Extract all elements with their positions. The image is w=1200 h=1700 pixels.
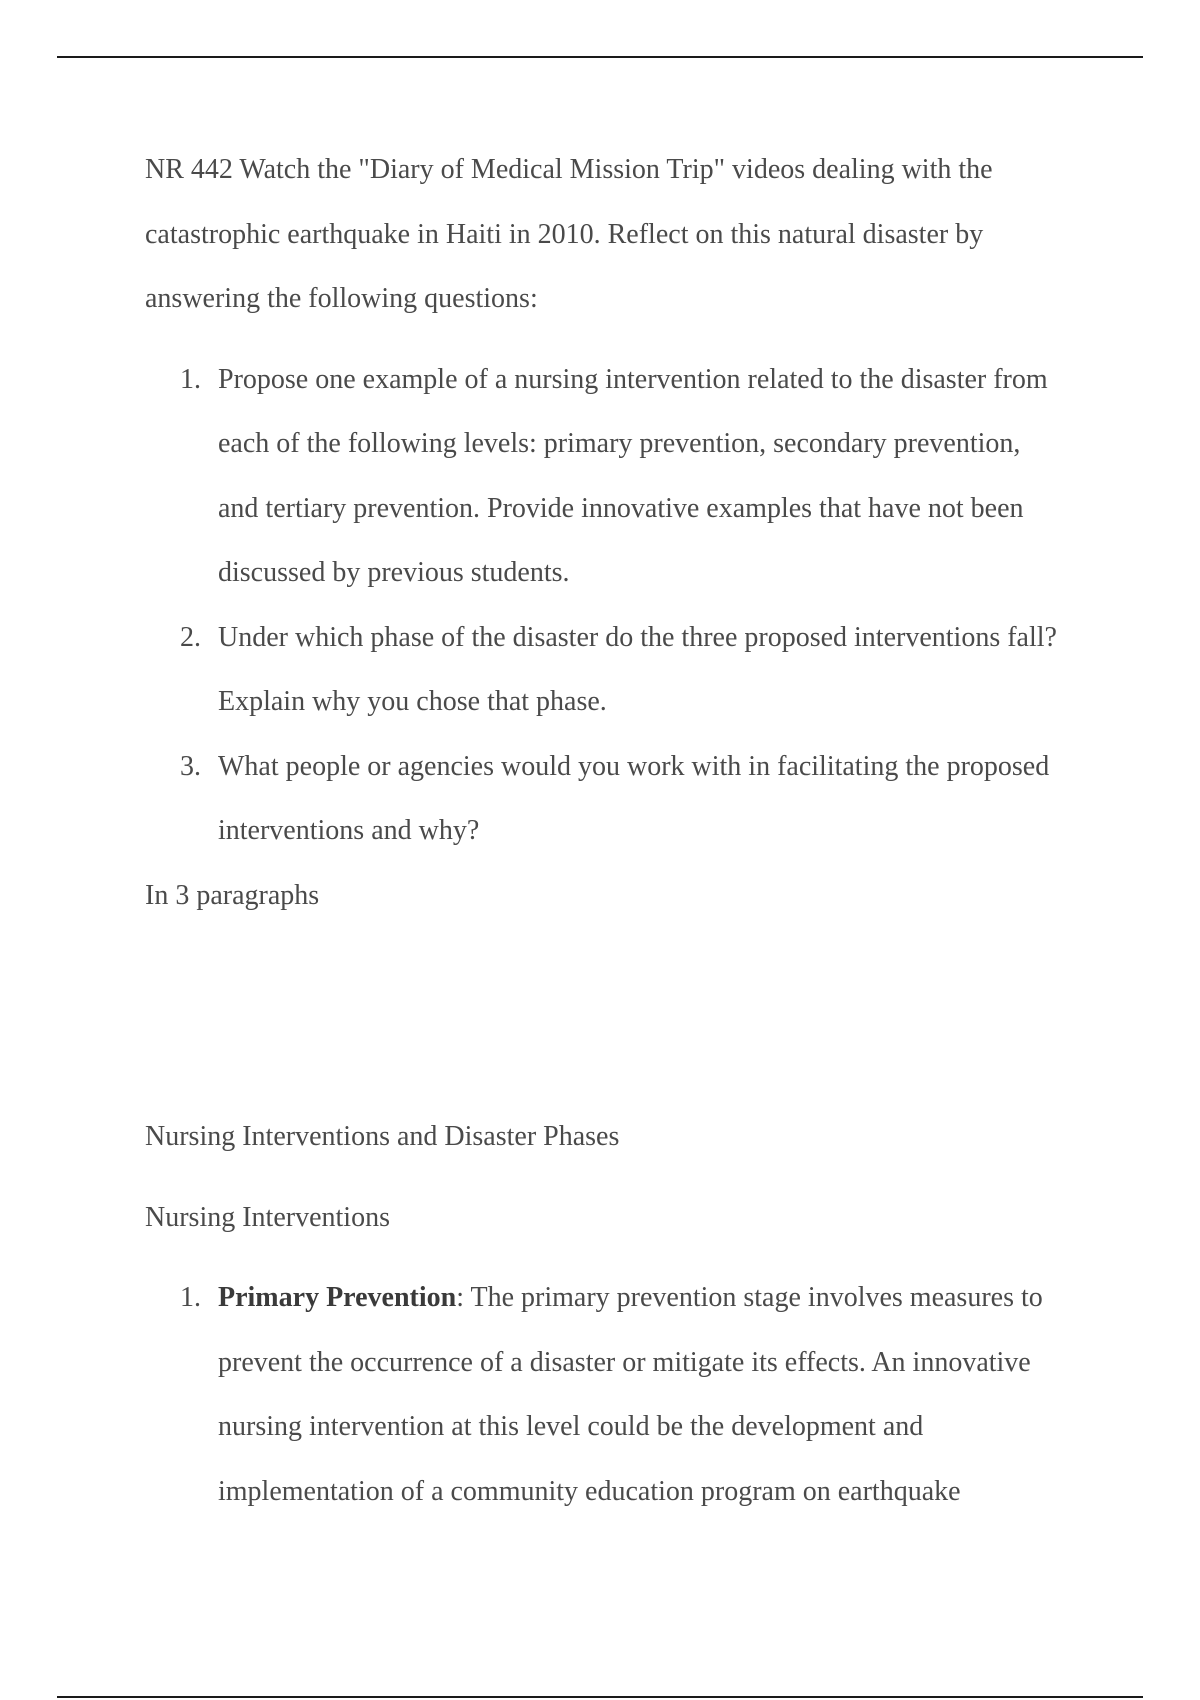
bottom-rule (57, 1696, 1143, 1698)
question-item (180, 348, 1065, 606)
answer-label: Primary Prevention (218, 1282, 457, 1313)
intro-paragraph: NR 442 Watch the "Diary of Medical Mission Trip" videos dealing with the catastrophic earthquake in Haiti in 2010. Reflect on this natural disaster by answering the following questions: (145, 154, 993, 314)
question-item (180, 735, 1065, 864)
answer-list (145, 1266, 1065, 1524)
question-text: Under which phase of the disaster do the three proposed interventions fall? Explain why you chose that phase. (218, 621, 1057, 717)
question-list (145, 348, 1065, 864)
list-number: 1. (180, 363, 201, 395)
list-number: 3. (180, 750, 201, 782)
answer-text: : The primary prevention stage involves measures to prevent the occurrence of a disaster or mitigate its effects. An innovative nursing intervention at this level could be the development and implementation of a community education program on earthquake (218, 1282, 1043, 1507)
spacer (145, 928, 1065, 1105)
question-item (180, 606, 1065, 735)
question-text: Propose one example of a nursing intervention related to the disaster from each of the following levels: primary prevention, secondary prevention, and tertiary prevention. Provide innovative examples that have not been discussed by previous students. (218, 363, 1048, 588)
list-number: 2. (180, 621, 201, 653)
list-number: 1. (180, 1282, 201, 1313)
section-title: Nursing Interventions and Disaster Phases (145, 1121, 620, 1152)
question-text: What people or agencies would you work with in facilitating the proposed interventions and why? (218, 750, 1050, 846)
subsection-title: Nursing Interventions (145, 1201, 390, 1233)
length-note: In 3 paragraphs (145, 879, 320, 911)
answer-item (180, 1266, 1065, 1524)
document-page (145, 138, 1065, 1524)
top-rule (57, 56, 1143, 58)
